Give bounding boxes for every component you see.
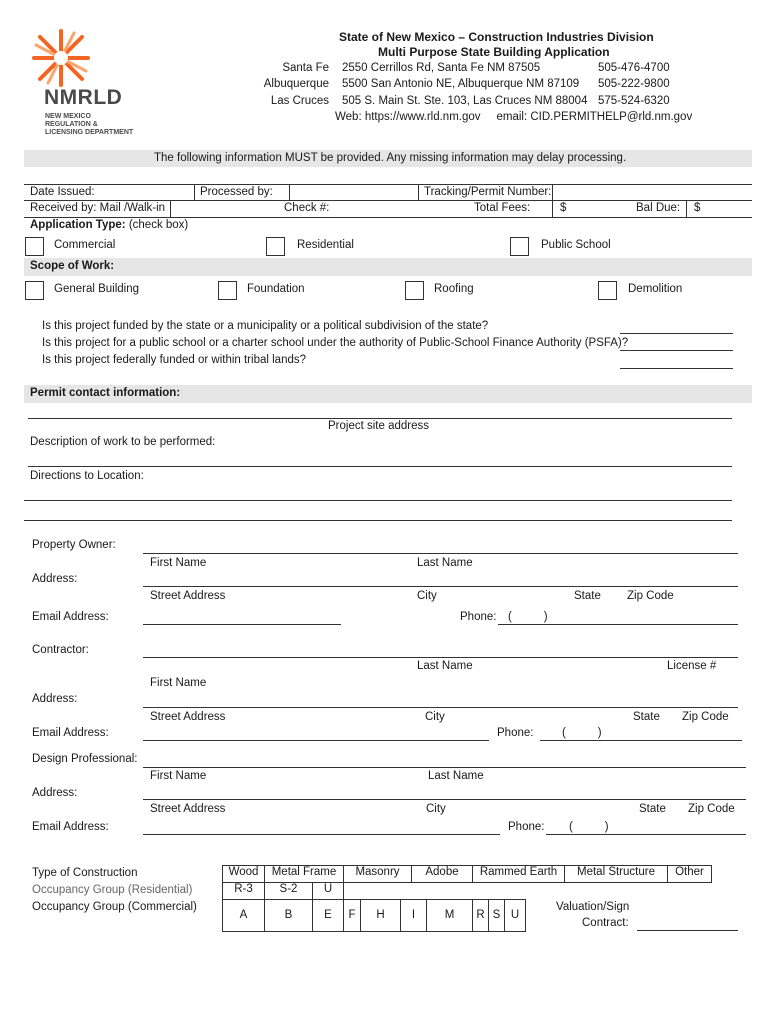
contractor-email-line[interactable]	[143, 740, 489, 741]
check-no-label: Check #:	[284, 202, 330, 214]
question-federal: Is this project federally funded or within tribal lands?	[42, 354, 307, 366]
design-email-line[interactable]	[143, 834, 500, 835]
field-line	[28, 418, 732, 419]
date-issued-label: Date Issued:	[30, 186, 95, 198]
grid-line	[552, 200, 553, 217]
contractor-label: Contractor:	[32, 644, 89, 656]
office-phone-albuquerque: 505-222-9800	[598, 78, 670, 90]
valuation-label-2: Contract:	[582, 917, 629, 929]
grid-line	[289, 184, 290, 200]
project-site-label: Project site address	[328, 420, 429, 432]
design-state-label: State	[639, 803, 666, 815]
com-i-cell[interactable]	[400, 899, 427, 932]
com-s: S	[492, 909, 501, 921]
contractor-phone-paren: ( )	[562, 727, 602, 739]
grid-line	[194, 184, 195, 200]
design-street-label: Street Address	[150, 803, 226, 815]
com-h: H	[376, 909, 385, 921]
valuation-line[interactable]	[637, 930, 738, 931]
owner-street-label: Street Address	[150, 590, 226, 602]
owner-email-line[interactable]	[143, 624, 341, 625]
owner-state-label: State	[574, 590, 601, 602]
answer-line-federal[interactable]	[620, 368, 733, 369]
application-type-label: Application Type:	[30, 219, 126, 231]
contractor-address-label: Address:	[32, 693, 78, 705]
checkbox-roofing[interactable]	[405, 281, 424, 300]
design-label: Design Professional:	[32, 753, 138, 765]
owner-last-name-label: Last Name	[417, 557, 473, 569]
directions-line-1[interactable]	[24, 500, 732, 501]
grid-line	[24, 200, 752, 201]
owner-zip-label: Zip Code	[627, 590, 674, 602]
option-roofing-label: Roofing	[434, 283, 474, 295]
received-by-label: Received by: Mail /Walk-in	[30, 202, 166, 214]
res-s2: S-2	[279, 883, 298, 895]
answer-line-psfa[interactable]	[620, 350, 733, 351]
design-first-name-label: First Name	[150, 770, 207, 782]
type-masonry-cell[interactable]	[343, 865, 412, 883]
com-e: E	[324, 909, 332, 921]
checkbox-foundation[interactable]	[218, 281, 237, 300]
com-a-cell[interactable]	[222, 899, 265, 932]
processed-by-label: Processed by:	[200, 186, 273, 198]
com-b: B	[284, 909, 293, 921]
com-e-cell[interactable]	[312, 899, 344, 932]
contractor-city-label: City	[425, 711, 445, 723]
com-f: F	[348, 909, 356, 921]
contractor-state-label: State	[633, 711, 660, 723]
contractor-email-label: Email Address:	[32, 727, 109, 739]
type-other: Other	[675, 866, 704, 878]
type-metal-frame: Metal Frame	[271, 866, 337, 878]
owner-first-name-label: First Name	[150, 557, 207, 569]
com-u: U	[510, 909, 520, 921]
com-m-cell[interactable]	[426, 899, 473, 932]
notice-text: The following information MUST be provided. Any missing information may delay processing.	[154, 152, 627, 164]
type-of-construction-label: Type of Construction	[32, 867, 138, 879]
design-phone-paren: ( )	[569, 821, 609, 833]
directions-label: Directions to Location:	[30, 470, 144, 482]
application-type-heading	[30, 219, 188, 231]
office-address-lascruces: 505 S. Main St. Ste. 103, Las Cruces NM 88004	[342, 95, 588, 107]
owner-city-label: City	[417, 590, 437, 602]
office-address-santafe: 2550 Cerrillos Rd, Santa Fe NM 87505	[342, 62, 541, 74]
design-last-name-label: Last Name	[428, 770, 484, 782]
design-phone-label: Phone:	[508, 821, 545, 833]
type-metal-frame-cell[interactable]	[264, 865, 344, 883]
checkbox-residential[interactable]	[266, 237, 285, 256]
question-state-funded: Is this project funded by the state or a municipality or a political subdivision of the state?	[42, 320, 489, 332]
design-zip-label: Zip Code	[688, 803, 735, 815]
com-f-cell[interactable]	[343, 899, 361, 932]
logo-line1: NEW MEXICO	[45, 113, 91, 120]
owner-name-line[interactable]	[143, 553, 738, 554]
bal-due-label: Bal Due:	[636, 202, 681, 214]
total-fees-dollar: $	[560, 202, 567, 214]
type-rammed-earth: Rammed Earth	[479, 866, 558, 878]
owner-label: Property Owner:	[32, 539, 116, 551]
contractor-last-name-label: Last Name	[417, 660, 473, 672]
contractor-address-line[interactable]	[143, 707, 738, 708]
grid-line	[24, 184, 752, 185]
design-address-line[interactable]	[143, 799, 746, 800]
total-fees-label: Total Fees:	[474, 202, 531, 214]
option-foundation-label: Foundation	[247, 283, 305, 295]
logo-line3: LICENSING DEPARTMENT	[45, 129, 134, 136]
scope-band	[24, 258, 752, 276]
checkbox-general-building[interactable]	[25, 281, 44, 300]
type-wood: Wood	[228, 866, 259, 878]
contractor-license-label: License #	[667, 660, 717, 672]
type-other-cell[interactable]	[667, 865, 712, 883]
contractor-street-label: Street Address	[150, 711, 226, 723]
description-label: Description of work to be performed:	[30, 436, 216, 448]
option-public-school-label: Public School	[541, 239, 611, 251]
com-r-cell[interactable]	[472, 899, 489, 932]
occupancy-residential-label: Occupancy Group (Residential)	[32, 884, 193, 896]
owner-address-line[interactable]	[143, 586, 738, 587]
design-line[interactable]	[143, 767, 746, 768]
nmrld-logo-icon	[30, 27, 92, 89]
office-city-santafe: Santa Fe	[282, 62, 329, 74]
application-type-hint: (check box)	[125, 219, 189, 231]
logo-wordmark: NMRLD	[44, 86, 123, 109]
valuation-label-1: Valuation/Sign	[556, 901, 630, 913]
logo-line2: REGULATION &	[45, 121, 98, 128]
description-line[interactable]	[28, 466, 732, 467]
directions-line-2[interactable]	[24, 520, 732, 521]
header-title-1: State of New Mexico – Construction Industries Division	[339, 30, 654, 44]
grid-line	[170, 200, 171, 217]
type-wood-cell[interactable]	[222, 865, 265, 883]
com-u-cell[interactable]	[504, 899, 526, 932]
contractor-first-name-label: First Name	[150, 677, 207, 689]
office-phone-santafe: 505-476-4700	[598, 62, 670, 74]
type-rammed-earth-cell[interactable]	[472, 865, 565, 883]
tracking-label: Tracking/Permit Number:	[424, 186, 552, 198]
owner-phone-paren: ( )	[508, 611, 548, 623]
res-u-cell[interactable]	[312, 882, 344, 900]
answer-line-state-funded[interactable]	[620, 333, 733, 334]
grid-line	[24, 217, 752, 218]
permit-contact-label: Permit contact information:	[30, 387, 181, 399]
grid-line	[686, 200, 687, 217]
office-phone-lascruces: 575-524-6320	[598, 95, 670, 107]
type-metal-structure-cell[interactable]	[564, 865, 668, 883]
type-adobe: Adobe	[425, 866, 459, 878]
bal-due-dollar: $	[694, 202, 701, 214]
occupancy-commercial-label: Occupancy Group (Commercial)	[32, 901, 197, 913]
owner-phone-label: Phone:	[460, 611, 497, 623]
com-b-cell[interactable]	[264, 899, 313, 932]
header-web-email: Web: https://www.rld.nm.gov email: CID.PERMITHELP@rld.nm.gov	[335, 111, 693, 123]
type-adobe-cell[interactable]	[411, 865, 473, 883]
res-u: U	[323, 883, 333, 895]
type-metal-structure: Metal Structure	[577, 866, 655, 878]
grid-line	[418, 184, 419, 200]
com-s-cell[interactable]	[488, 899, 505, 932]
owner-address-label: Address:	[32, 573, 78, 585]
option-commercial-label: Commercial	[54, 239, 116, 251]
scope-of-work-label: Scope of Work:	[30, 260, 115, 272]
com-h-cell[interactable]	[360, 899, 401, 932]
res-r3: R-3	[234, 883, 253, 895]
contractor-zip-label: Zip Code	[682, 711, 729, 723]
com-i: I	[411, 909, 416, 921]
grid-line	[552, 184, 553, 200]
com-r: R	[476, 909, 485, 921]
question-psfa: Is this project for a public school or a charter school under the authority of Public-School Finance Authority (PSFA)?	[42, 337, 629, 349]
checkbox-commercial[interactable]	[25, 237, 44, 256]
design-city-label: City	[426, 803, 446, 815]
contractor-line[interactable]	[143, 657, 738, 658]
com-a: A	[239, 909, 248, 921]
type-masonry: Masonry	[355, 866, 400, 878]
checkbox-demolition[interactable]	[598, 281, 617, 300]
office-address-albuquerque: 5500 San Antonio NE, Albuquerque NM 87109	[342, 78, 580, 90]
design-phone-line[interactable]	[546, 834, 746, 835]
office-city-lascruces: Las Cruces	[270, 95, 329, 107]
checkbox-public-school[interactable]	[510, 237, 529, 256]
option-general-building-label: General Building	[54, 283, 140, 295]
design-email-label: Email Address:	[32, 821, 109, 833]
res-r3-cell[interactable]	[222, 882, 265, 900]
contractor-phone-line[interactable]	[540, 740, 742, 741]
design-address-label: Address:	[32, 787, 78, 799]
office-city-albuquerque: Albuquerque	[263, 78, 329, 90]
option-demolition-label: Demolition	[628, 283, 683, 295]
com-m: M	[444, 909, 455, 921]
owner-email-label: Email Address:	[32, 611, 109, 623]
header-title-2: Multi Purpose State Building Application	[378, 45, 610, 59]
contractor-phone-label: Phone:	[497, 727, 534, 739]
option-residential-label: Residential	[297, 239, 354, 251]
res-s2-cell[interactable]	[264, 882, 313, 900]
owner-phone-line[interactable]	[498, 624, 738, 625]
